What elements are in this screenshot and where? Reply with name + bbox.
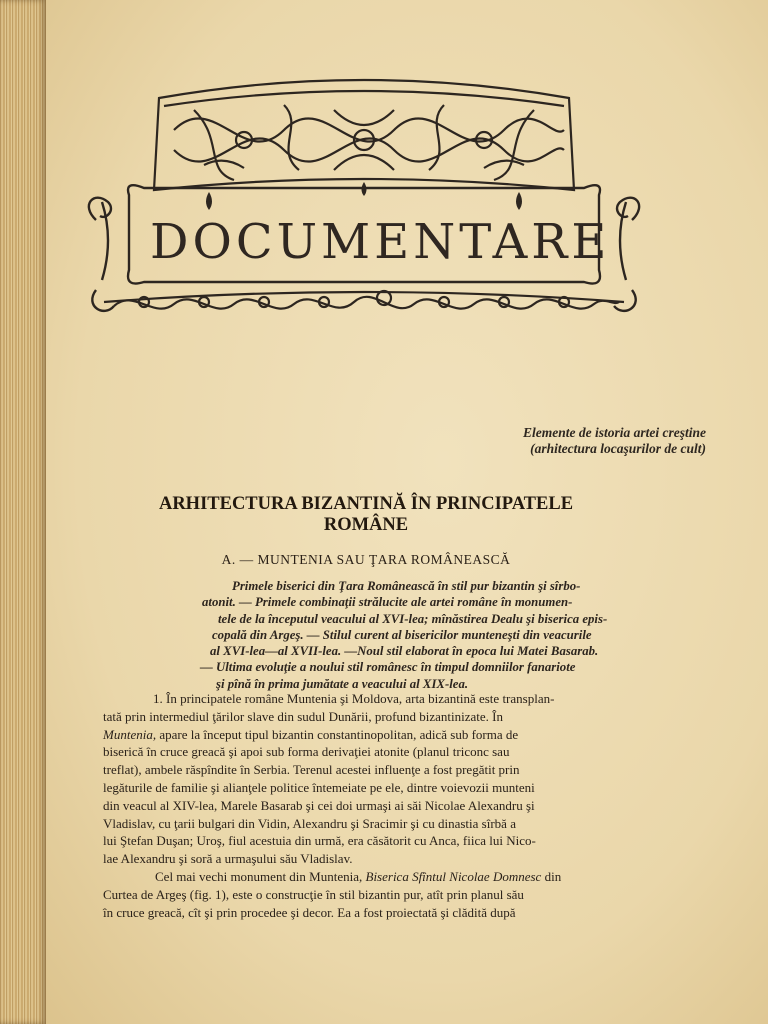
body-line: Curtea de Argeş (fig. 1), este o construcţie în stil bizantin pur, atît prin planul său bbox=[103, 886, 524, 902]
body-line: din veacul al XIV-lea, Marele Basarab şi cei doi urmaşi ai săi Nicolae Alexandru şi bbox=[103, 797, 535, 813]
article-title-line: ROMÂNE bbox=[323, 515, 409, 535]
abstract-line: copală din Argeş. — Stilul curent al bisericilor munteneşti din veacurile bbox=[212, 627, 592, 642]
body-line: lae Alexandru şi soră a urmaşului său Vladislav. bbox=[103, 851, 353, 867]
body-line: 1. În principatele române Muntenia şi Moldova, arta bizantină este transplan- bbox=[153, 691, 555, 706]
body-line: lui Ştefan Duşan; Uroş, fiul acestuia din urmă, era căsătorit cu Anca, fiica lui Nico- bbox=[103, 833, 536, 849]
body-line bbox=[103, 726, 715, 744]
body-line: Vladislav, cu ţarii bulgari din Vidin, Alexandru şi Sracimir şi cu dinastia sîrbă a bbox=[103, 815, 516, 831]
article-title bbox=[96, 494, 636, 536]
body-line: în cruce greacă, cît şi prin procedee şi decor. Ea a fost proiectată şi clădită după bbox=[103, 904, 516, 920]
emphasis: Biserica Sfîntul Nicolae Domnesc bbox=[365, 868, 542, 884]
body-text-span: Cel mai vechi monument din Muntenia, bbox=[155, 868, 366, 884]
abstract-line: atonit. — Primele combinaţii strălucite ale artei române în monumen- bbox=[202, 595, 573, 610]
series-subtitle bbox=[366, 425, 706, 457]
article-body bbox=[103, 690, 715, 921]
series-line: (arhitectura locaşurilor de cult) bbox=[530, 441, 706, 456]
abstract-line: şi pînă în prima jumătate a veacului al XIX-lea. bbox=[216, 676, 469, 691]
abstract-line: al XVI-lea—al XVII-lea. —Noul stil elaborat în epoca lui Matei Basarab. bbox=[210, 644, 599, 659]
article-title-line: ARHITECTURA BIZANTINĂ ÎN PRINCIPATELE bbox=[158, 494, 574, 514]
banner-title: DOCUMENTARE bbox=[150, 214, 611, 270]
abstract-line: tele de la începutul veacului al XVI-lea; mînăstirea Dealu şi biserica epis- bbox=[218, 611, 608, 626]
abstract-line: Primele biserici din Ţara Românească în stil pur bizantin şi sîrbo- bbox=[232, 579, 581, 593]
abstract-line: — Ultima evoluţie a noului stil românesc în timpul domniilor fanariote bbox=[200, 660, 576, 675]
series-line: Elemente de istoria artei creştine bbox=[523, 425, 706, 440]
body-line: treflat), ambele răspîndite în Serbia. Terenul acestei influenţe a fost pregătit prin bbox=[103, 762, 520, 778]
body-text-span: din bbox=[541, 868, 562, 884]
body-text-span: apare la început tipul bizantin constantinopolitan, adică sub forma de bbox=[156, 726, 519, 742]
book-page-edges bbox=[0, 0, 46, 1024]
body-line: biserică în cruce greacă şi apoi sub forma derivaţiei atonite (planul triconc sau bbox=[103, 744, 510, 760]
body-line: legăturile de familie şi alianţele politice întemeiate pe ele, dintre voievozii munteni bbox=[103, 779, 535, 795]
section-heading: A. — MUNTENIA SAU ŢARA ROMÂNEASCĂ bbox=[221, 552, 511, 567]
body-line: tată prin intermediul ţărilor slave din sudul Dunării, profund bizantinizate. În bbox=[103, 708, 503, 724]
body-line bbox=[103, 868, 715, 886]
emphasis: Muntenia, bbox=[103, 726, 157, 742]
article-abstract bbox=[170, 578, 710, 692]
ornamental-banner bbox=[84, 70, 644, 320]
